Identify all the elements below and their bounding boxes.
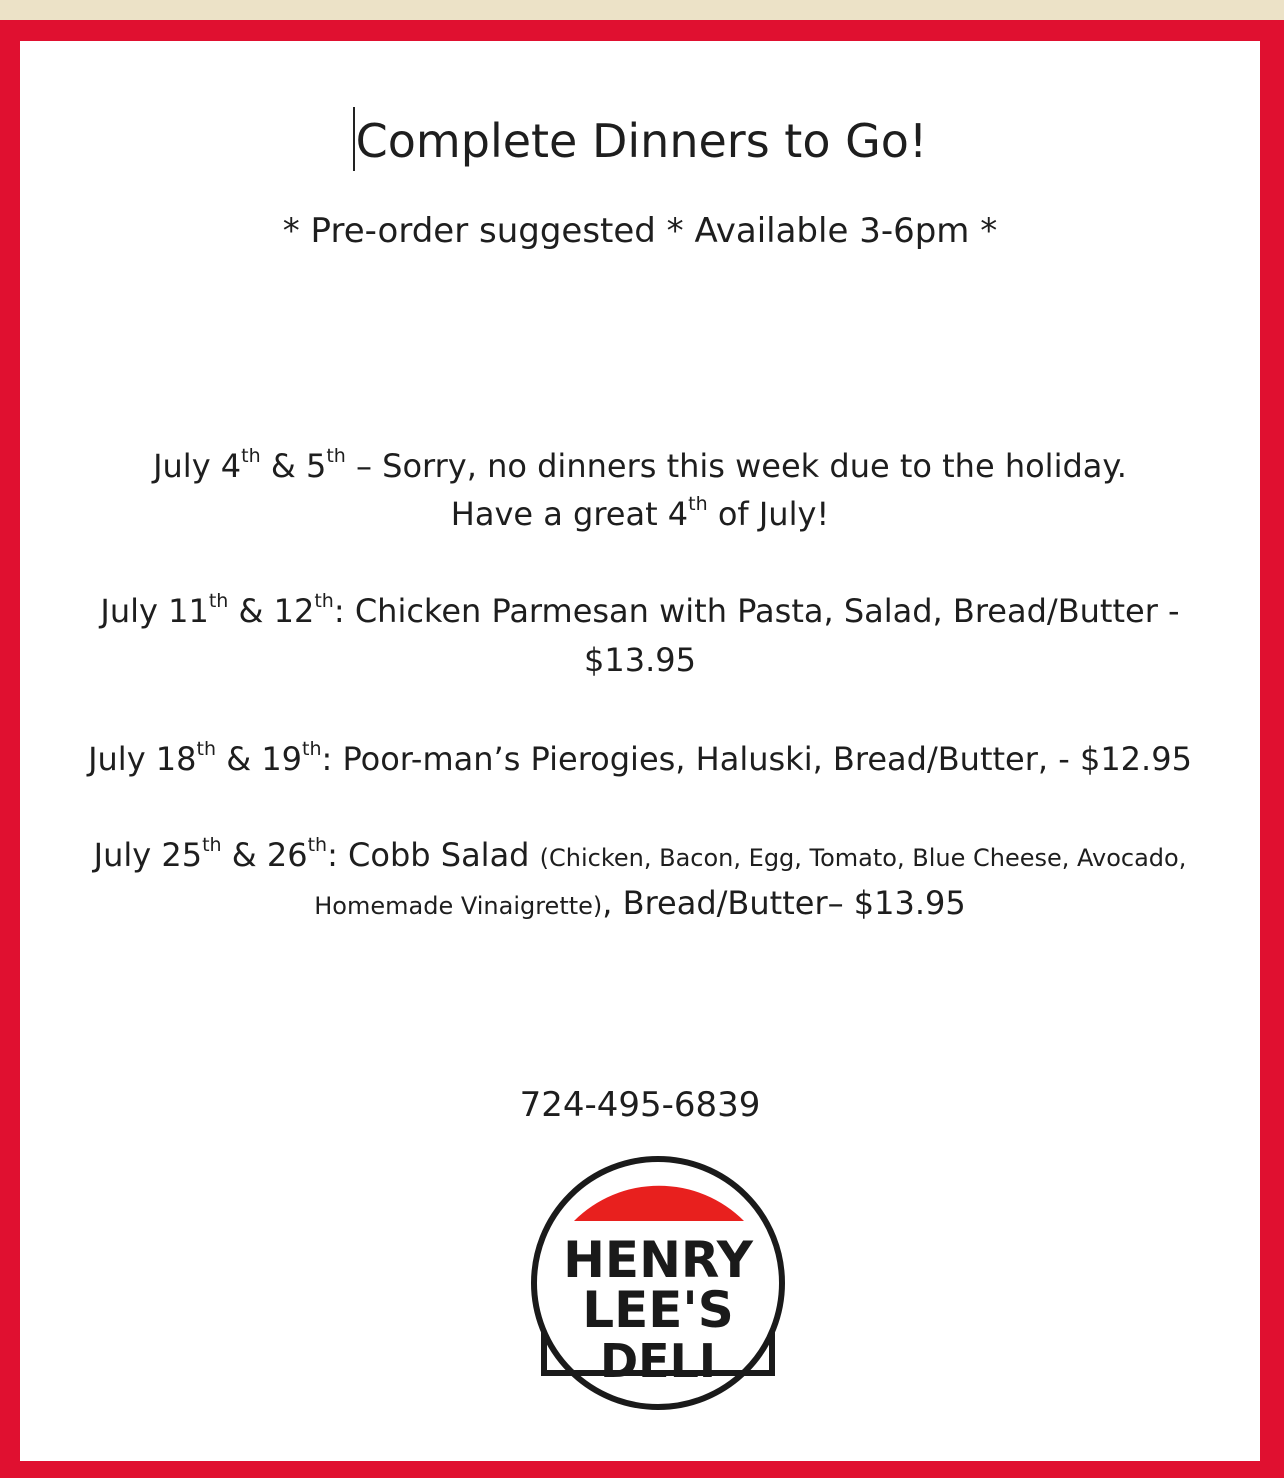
menu-item-july-4-line-1 bbox=[20, 447, 1260, 485]
item-date: July 4 bbox=[153, 447, 242, 485]
ordinal-suffix: th bbox=[241, 445, 261, 467]
menu-item-july-11-price: $13.95 bbox=[584, 641, 696, 679]
red-border-frame bbox=[0, 20, 1284, 1478]
ordinal-suffix: th bbox=[314, 590, 334, 612]
phone-number: 724-495-6839 bbox=[519, 1085, 761, 1125]
flyer-title-text: Complete Dinners to Go! bbox=[355, 114, 928, 168]
ordinal-suffix: th bbox=[688, 493, 708, 515]
ordinal-suffix: th bbox=[326, 445, 346, 467]
item-date: & 19 bbox=[216, 740, 303, 778]
menu-item-july-25-line-2 bbox=[20, 884, 1260, 922]
item-description: , Bread/Butter– $13.95 bbox=[602, 884, 966, 922]
flyer-subtitle: * Pre-order suggested * Available 3-6pm * bbox=[282, 211, 998, 251]
logo-text-lees: LEE'S bbox=[582, 1281, 734, 1339]
text-cursor bbox=[353, 107, 355, 171]
item-ingredients: Homemade Vinaigrette) bbox=[314, 892, 603, 920]
ordinal-suffix: th bbox=[208, 590, 229, 612]
logo-text-deli: DELI bbox=[599, 1334, 717, 1388]
item-date: July 25 bbox=[93, 836, 203, 874]
item-date: & 5 bbox=[260, 447, 327, 485]
menu-item-july-25-line-1 bbox=[20, 836, 1260, 874]
ordinal-suffix: th bbox=[202, 834, 222, 856]
item-description: – Sorry, no dinners this week due to the holiday. bbox=[345, 447, 1127, 485]
henry-lees-deli-logo bbox=[528, 1155, 788, 1411]
item-date: & 12 bbox=[228, 592, 315, 630]
item-date: July 11 bbox=[100, 592, 209, 630]
menu-item-july-11-line-1 bbox=[20, 592, 1260, 630]
menu-item-july-18 bbox=[20, 740, 1260, 778]
item-description: : Cobb Salad bbox=[327, 836, 540, 874]
item-description: : Chicken Parmesan with Pasta, Salad, Bread/Butter - bbox=[333, 592, 1180, 630]
ordinal-suffix: th bbox=[307, 834, 328, 856]
item-date: & 26 bbox=[221, 836, 308, 874]
item-description: Have a great 4 bbox=[450, 495, 689, 533]
ordinal-suffix: th bbox=[302, 738, 322, 760]
logo-text-henry: HENRY bbox=[563, 1231, 753, 1289]
item-description: of July! bbox=[707, 495, 830, 533]
item-date: July 18 bbox=[88, 740, 197, 778]
flyer-title bbox=[20, 107, 1260, 171]
ordinal-suffix: th bbox=[196, 738, 217, 760]
flyer-page bbox=[20, 41, 1260, 1461]
menu-item-july-4-line-2 bbox=[20, 495, 1260, 533]
item-ingredients: (Chicken, Bacon, Egg, Tomato, Blue Cheese, Avocado, bbox=[539, 844, 1187, 872]
item-description: : Poor-man’s Pierogies, Haluski, Bread/Butter, - $12.95 bbox=[321, 740, 1192, 778]
